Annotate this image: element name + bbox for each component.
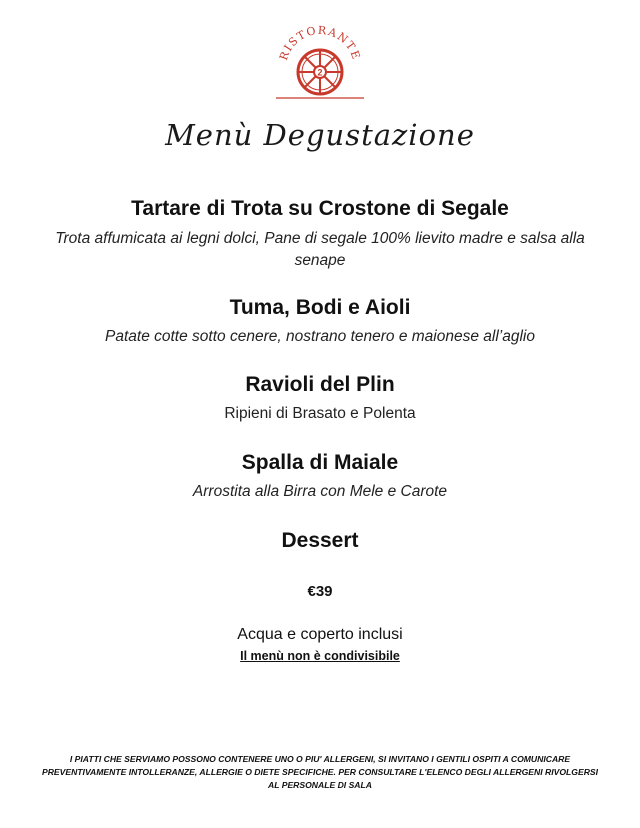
logo-wordmark: RISTORANTE [276, 23, 364, 63]
dish-description: Patate cotte sotto cenere, nostrano tenero e maionese all’aglio [105, 328, 535, 345]
sharing-notice: Il menù non è condivisibile [240, 649, 400, 663]
dish-name: Tuma, Bodi e Aioli [229, 296, 411, 319]
menu-price: €39 [307, 583, 333, 600]
dish-item [0, 296, 640, 348]
dish-item [0, 197, 640, 272]
logo-number: 2 [317, 67, 323, 78]
dish-name: Dessert [281, 529, 359, 552]
included-note: Acqua e coperto inclusi [237, 626, 403, 643]
dish-item [0, 529, 640, 553]
dish-description: Trota affumicata ai legni dolci, Pane di segale 100% lievito madre e salsa alla senape [55, 230, 585, 269]
menu-section [0, 197, 640, 272]
menu-title: Menù Degustazione [165, 118, 475, 152]
allergen-notice: I PIATTI CHE SERVIAMO POSSONO CONTENERE UNO O PIU' ALLERGENI, SI INVITANO I GENTILI OSPITI A COMUNICARE PREVENTIVAMENTE INTOLLERANZE, ALLERGIE O DIETE SPECIFICHE. PER CONSULTARE L'ELENCO DEGLI ALLERGENI RIVOLGERSI AL PERSONALE DI SALA [41, 754, 599, 790]
restaurant-logo [270, 16, 370, 106]
dish-description: Ripieni di Brasato e Polenta [224, 405, 416, 422]
dish-item [0, 373, 640, 425]
dish-description: Arrostita alla Birra con Mele e Carote [192, 483, 448, 500]
dish-name: Spalla di Maiale [241, 451, 399, 474]
dish-name: Ravioli del Plin [245, 373, 395, 396]
dish-item [0, 451, 640, 503]
dish-name: Tartare di Trota su Crostone di Segale [131, 197, 509, 220]
